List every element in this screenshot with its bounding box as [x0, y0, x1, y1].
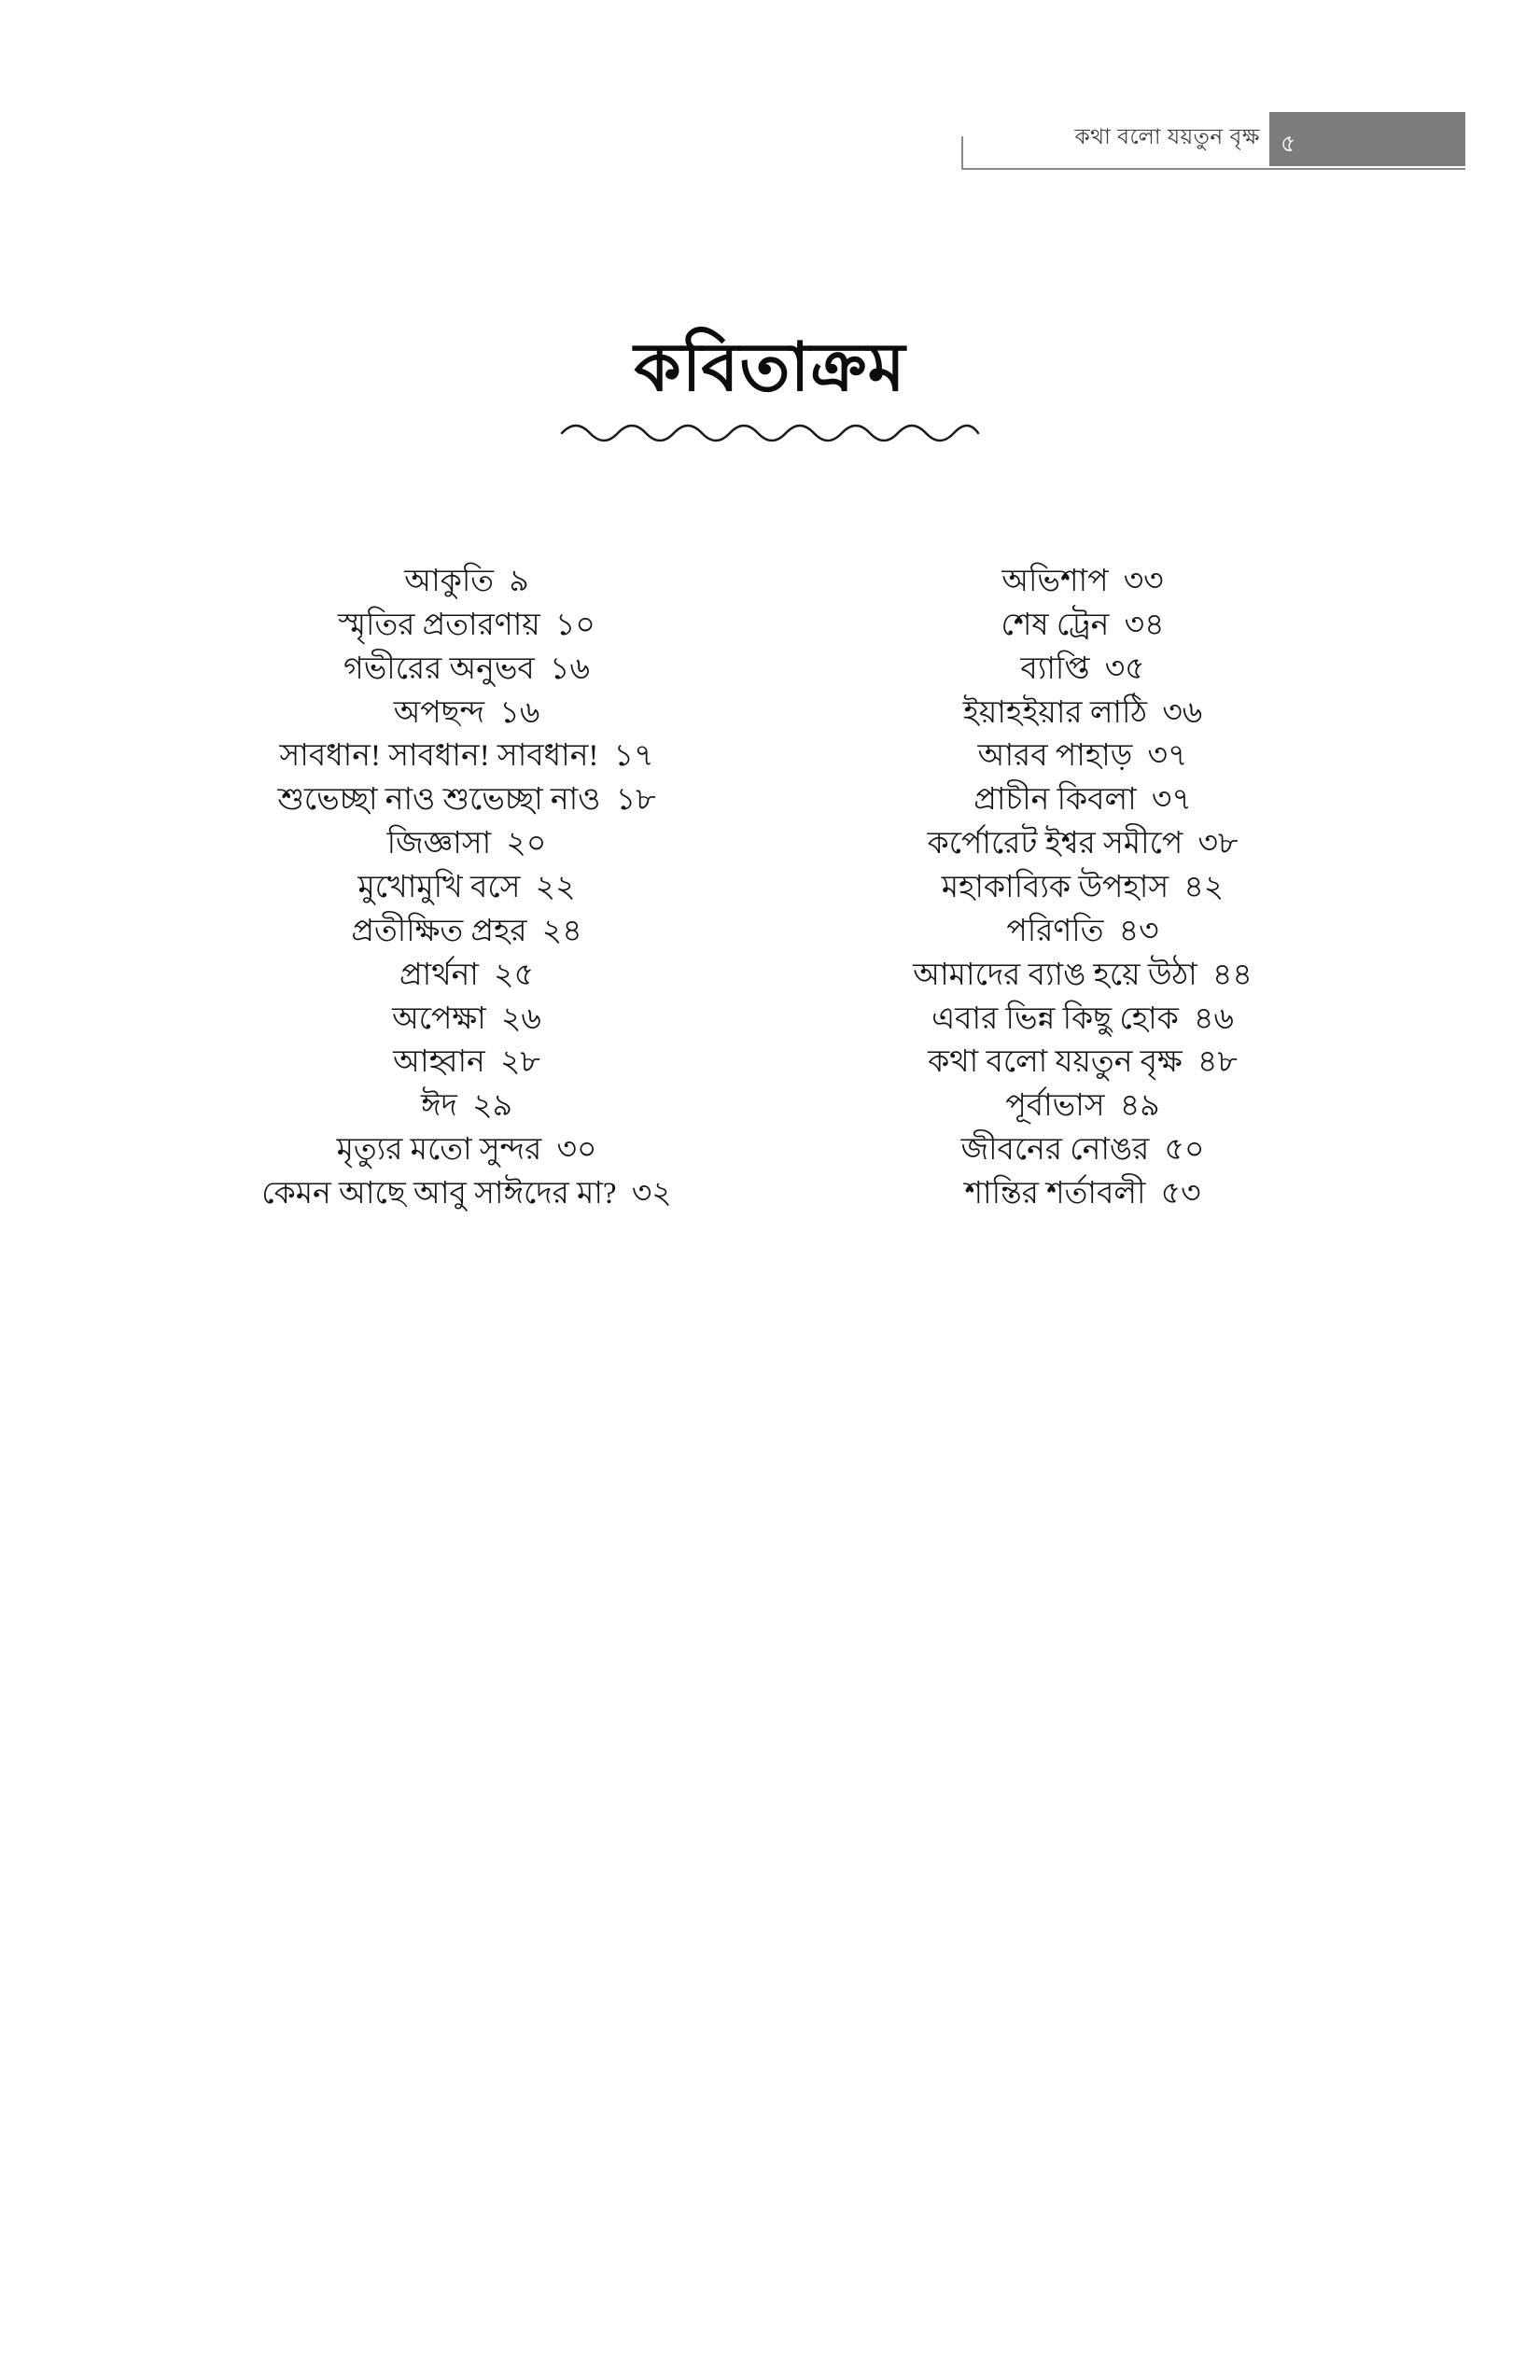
toc-entry-page: ২৬ — [500, 1001, 541, 1036]
toc-entry[interactable] — [793, 1041, 1372, 1085]
toc-entry[interactable] — [177, 778, 756, 822]
page-title-block — [0, 331, 1540, 446]
toc-entry-page: ৪৩ — [1118, 914, 1159, 948]
toc-entry-page: ৩৮ — [1197, 827, 1239, 861]
toc-entry[interactable] — [793, 604, 1372, 648]
header-rule-tick — [961, 136, 963, 170]
toc-entry-title: পূর্বাভাস — [1005, 1089, 1105, 1124]
toc-entry[interactable] — [793, 1172, 1372, 1216]
toc-entry-page: ৩৭ — [1151, 783, 1192, 818]
toc-entry[interactable] — [793, 1128, 1372, 1172]
toc-entry-page: ৪৯ — [1119, 1089, 1160, 1124]
toc-entry-page: ৪৬ — [1194, 1001, 1234, 1036]
toc-entry-page: ১৬ — [499, 695, 540, 730]
toc-entry[interactable] — [177, 1172, 756, 1216]
toc-entry[interactable] — [793, 560, 1372, 604]
toc-entry-page: ৩৭ — [1147, 739, 1188, 774]
toc-entry-page: ২২ — [535, 871, 576, 905]
header-rule — [961, 168, 1465, 170]
page-number-badge — [1269, 112, 1465, 166]
toc-entry-title: প্রার্থনা — [399, 958, 479, 992]
toc-entry-page: ৩৩ — [1123, 565, 1164, 598]
toc-entry[interactable] — [793, 735, 1372, 778]
toc-entry-title: আকুতি — [404, 565, 495, 598]
toc-entry-title: ব্যাপ্তি — [1020, 651, 1090, 686]
toc-entry-title: অপছন্দ — [393, 695, 485, 730]
toc-entry-title: জীবনের নোঙর — [960, 1133, 1150, 1168]
toc-entry-title: শান্তির শর্তাবলী — [964, 1177, 1146, 1211]
toc-column-left — [177, 560, 756, 1216]
toc-entry-title: এবার ভিন্ন কিছু হোক — [931, 1001, 1179, 1036]
toc-entry[interactable] — [177, 954, 756, 998]
toc-entry[interactable] — [793, 954, 1372, 998]
toc-entry-page: ১৭ — [613, 739, 654, 774]
toc-entry-title: ইয়াহইয়ার লাঠি — [962, 695, 1148, 730]
toc-entry-title: মহাকাব্যিক উপহাস — [941, 871, 1169, 905]
toc-entry-page: ৩২ — [631, 1177, 672, 1211]
toc-entry-page: ২৫ — [494, 958, 534, 992]
toc-entry[interactable] — [177, 1128, 756, 1172]
toc-entry-title: আরব পাহাড় — [977, 739, 1133, 774]
toc-entry-title: অভিশাপ — [1001, 565, 1109, 598]
toc-entry-title: মৃত্যুর মতো সুন্দর — [336, 1133, 542, 1168]
toc-entry-page: ২৪ — [541, 914, 582, 948]
toc-entry-title: মুখোমুখি বসে — [357, 871, 521, 905]
toc-entry-page: ৪২ — [1183, 871, 1225, 905]
toc-entry[interactable] — [793, 1085, 1372, 1128]
toc-entry-title: আমাদের ব্যাঙ হয়ে উঠা — [913, 958, 1197, 992]
toc-entry-page: ৩৪ — [1124, 608, 1165, 642]
toc-entry[interactable] — [177, 604, 756, 648]
toc-entry[interactable] — [793, 910, 1372, 954]
toc-entry-page: ৩৫ — [1104, 651, 1145, 686]
page-number: ৫ — [1281, 131, 1296, 157]
toc-entry-title: পরিণতি — [1006, 914, 1104, 948]
toc-entry[interactable] — [177, 822, 756, 866]
toc-entry[interactable] — [793, 648, 1372, 692]
toc-entry[interactable] — [793, 866, 1372, 910]
toc-entry-title: অপেক্ষা — [392, 1001, 486, 1036]
squiggle-divider-icon — [560, 414, 980, 446]
toc-entry-page: ৫৩ — [1160, 1177, 1201, 1211]
toc-entry-title: কর্পোরেট ইশ্বর সমীপে — [927, 827, 1183, 861]
toc-column-right — [793, 560, 1372, 1216]
toc-entry[interactable] — [793, 822, 1372, 866]
toc-entry[interactable] — [177, 560, 756, 604]
toc-entry-page: ২০ — [506, 827, 547, 861]
toc-entry-title: কেমন আছে আবু সাঈদের মা? — [261, 1177, 617, 1211]
toc-entry[interactable] — [177, 692, 756, 735]
toc-entry-title: কথা বলো যয়তুন বৃক্ষ — [928, 1045, 1183, 1080]
toc-entry[interactable] — [793, 998, 1372, 1042]
toc-entry[interactable] — [177, 1085, 756, 1128]
toc-entry[interactable] — [177, 648, 756, 692]
toc-entry-title: সাবধান! সাবধান! সাবধান! — [279, 739, 599, 774]
running-header-title: কথা বলো যয়তুন বৃক্ষ — [1074, 124, 1260, 148]
toc-entry-page: ১০ — [554, 608, 595, 642]
toc-entry-title: স্মৃতির প্রতারণায় — [338, 608, 540, 642]
toc-entry[interactable] — [177, 910, 756, 954]
toc-entry-page: ৪৪ — [1211, 958, 1253, 992]
toc-entry[interactable] — [177, 866, 756, 910]
toc-entry[interactable] — [793, 692, 1372, 735]
toc-entry[interactable] — [177, 998, 756, 1042]
toc-entry-page: ৯ — [509, 565, 529, 598]
toc-entry-title: শেষ ট্রেন — [1001, 608, 1110, 642]
page-title: কবিতাক্রম — [634, 330, 906, 405]
toc-entry-title: জিজ্ঞাসা — [386, 827, 492, 861]
toc-entry-title: প্রাচীন কিবলা — [973, 783, 1137, 818]
toc-entry[interactable] — [177, 735, 756, 778]
toc-entry[interactable] — [793, 778, 1372, 822]
toc-entry-title: প্রতীক্ষিত প্রহর — [351, 914, 527, 948]
toc-entry-page: ৫০ — [1164, 1133, 1205, 1168]
toc-entry-page: ১৮ — [615, 783, 656, 818]
toc-entry-page: ২৮ — [499, 1045, 540, 1080]
toc-entry-page: ২৯ — [472, 1089, 512, 1124]
table-of-contents — [177, 560, 1372, 1216]
toc-entry-page: ৪৮ — [1197, 1045, 1238, 1080]
toc-entry-title: আহ্বান — [393, 1045, 485, 1080]
toc-entry-page: ১৬ — [550, 651, 590, 686]
toc-entry-page: ৩৬ — [1162, 695, 1203, 730]
toc-entry-page: ৩০ — [556, 1133, 597, 1168]
running-header — [961, 112, 1484, 170]
toc-entry-title: ঈদ — [420, 1089, 457, 1124]
toc-entry-title: শুভেচ্ছা নাও শুভেচ্ছা নাও — [277, 783, 601, 818]
toc-entry-title: গভীরের অনুভব — [343, 651, 535, 686]
toc-entry[interactable] — [177, 1041, 756, 1085]
